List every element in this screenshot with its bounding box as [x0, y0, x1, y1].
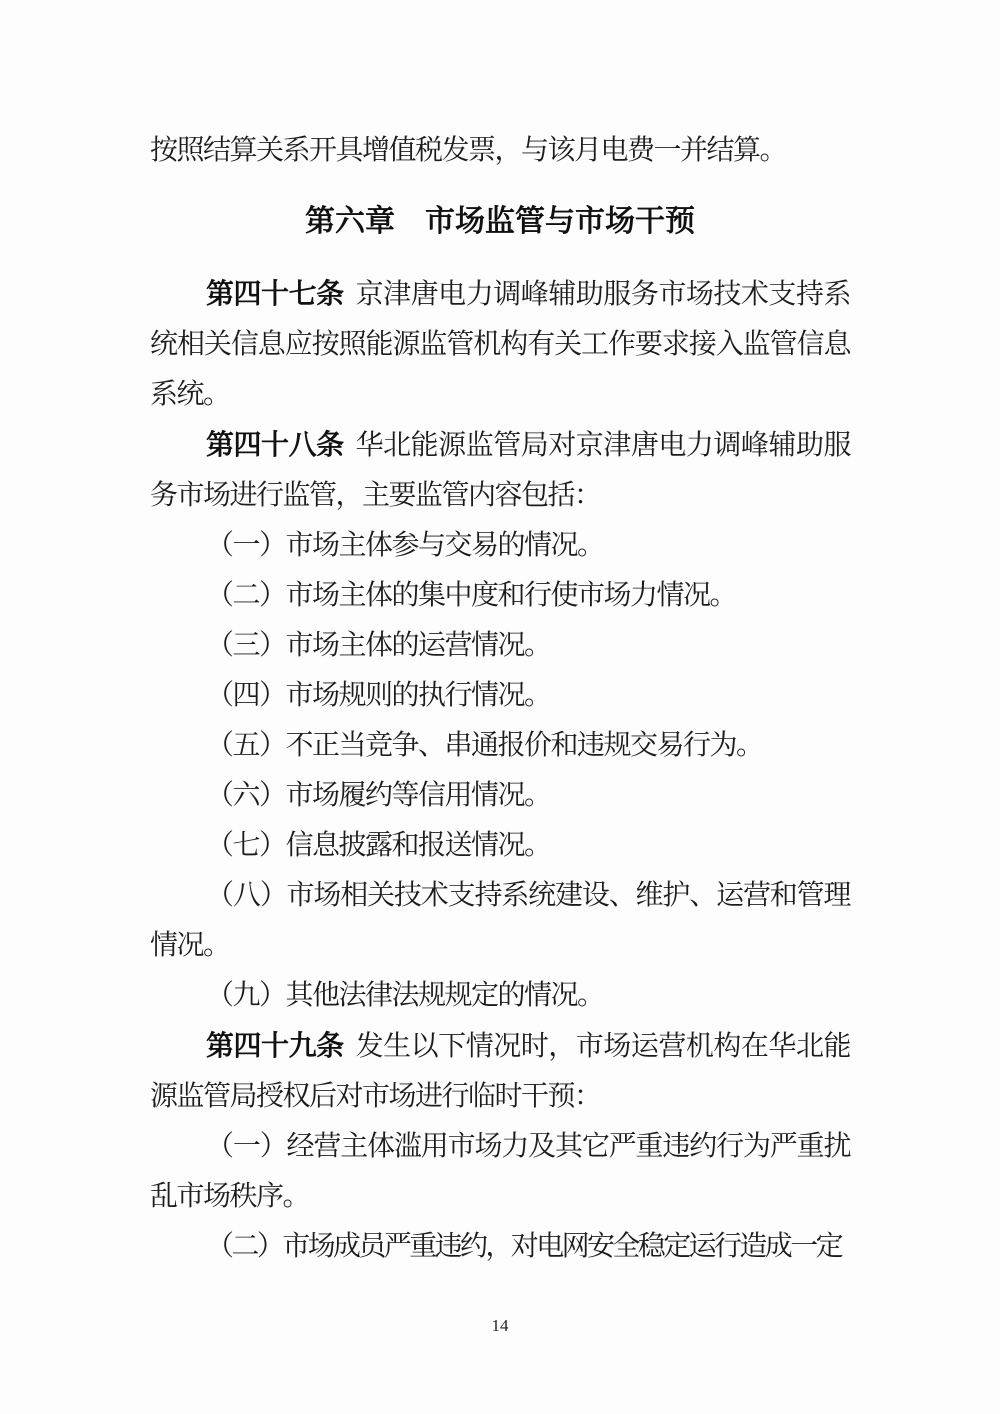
article-48-item-1: （一）市场主体参与交易的情况。 — [206, 530, 604, 561]
article-48-number: 第四十八条 — [206, 429, 344, 460]
article-48-item-7: （七）信息披露和报送情况。 — [206, 830, 551, 861]
article-48-paragraph — [150, 420, 850, 521]
article-47-number: 第四十七条 — [206, 278, 344, 309]
page-number: 14 — [491, 1316, 509, 1335]
article-47-text: 京津唐电力调峰辅助服务市场技术支持系统相关信息应按照能源监管机构有关工作要求接入监管信息系统。 — [150, 279, 850, 410]
article-48-item-2: （二）市场主体的集中度和行使市场力情况。 — [206, 580, 737, 611]
article-48-text: 华北能源监管局对京津唐电力调峰辅助服务市场进行监管，主要监管内容包括： — [150, 430, 850, 511]
article-49-text: 发生以下情况时，市场运营机构在华北能源监管局授权后对市场进行临时干预： — [150, 1031, 850, 1112]
article-49-item-1: （一）经营主体滥用市场力及其它严重违约行为严重扰乱市场秩序。 — [150, 1131, 850, 1212]
article-47-paragraph — [150, 269, 850, 420]
article-48-item-9: （九）其他法律法规规定的情况。 — [206, 980, 604, 1011]
chapter-heading: 第六章 市场监管与市场干预 — [305, 205, 695, 238]
article-49-item-2: （二）市场成员严重违约，对电网安全稳定运行造成一定 — [206, 1231, 842, 1262]
continuation-paragraph: 按照结算关系开具增值税发票，与该月电费一并结算。 — [150, 135, 787, 166]
article-48-item-8: （八）市场相关技术支持系统建设、维护、运营和管理情况。 — [150, 880, 850, 961]
article-48-item-4: （四）市场规则的执行情况。 — [206, 680, 551, 711]
article-49-paragraph — [150, 1021, 850, 1122]
article-48-item-5: （五）不正当竞争、串通报价和违规交易行为。 — [206, 730, 763, 761]
article-49-number: 第四十九条 — [206, 1030, 344, 1061]
article-48-item-6: （六）市场履约等信用情况。 — [206, 780, 551, 811]
article-48-item-3: （三）市场主体的运营情况。 — [206, 630, 551, 661]
